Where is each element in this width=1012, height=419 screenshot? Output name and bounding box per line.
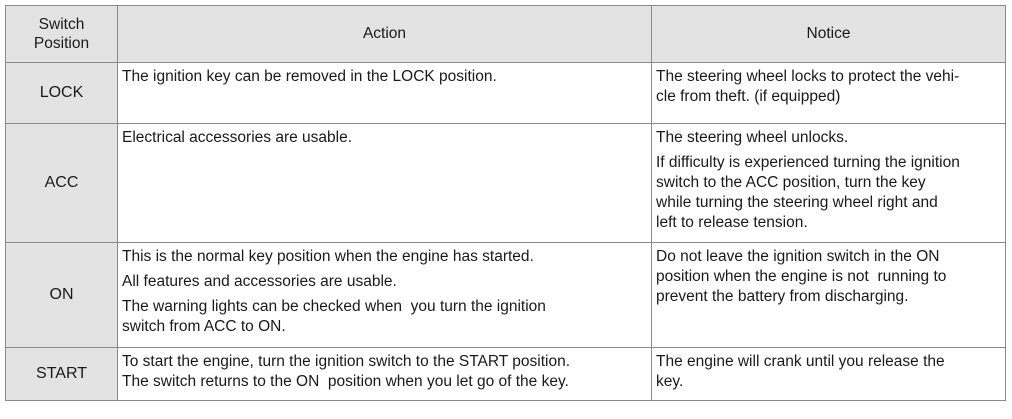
action-text: The warning lights can be checked when you turn the ignition switch from ACC to ON. xyxy=(122,298,546,335)
action-cell xyxy=(118,243,652,348)
action-cell xyxy=(118,124,652,243)
header-row xyxy=(6,6,1006,63)
notice-cell xyxy=(652,348,1006,401)
ignition-switch-table xyxy=(5,5,1006,401)
action-text: Electrical accessories are usable. xyxy=(122,129,353,146)
header-notice: Notice xyxy=(652,6,1006,63)
table-row-on xyxy=(6,243,1006,348)
header-action: Action xyxy=(118,6,652,63)
notice-cell xyxy=(652,124,1006,243)
notice-text: Do not leave the ignition switch in the ON position when the engine is not running to prevent the battery from discharging. xyxy=(656,248,947,305)
notice-text: The steering wheel locks to protect the vehi- cle from theft. (if equipped) xyxy=(656,68,960,105)
notice-text: The engine will crank until you release the key. xyxy=(656,353,945,390)
position-cell: START xyxy=(6,348,118,401)
action-cell xyxy=(118,63,652,124)
table-row-lock xyxy=(6,63,1006,124)
action-cell xyxy=(118,348,652,401)
notice-text: The steering wheel unlocks. xyxy=(656,129,849,146)
notice-cell xyxy=(652,63,1006,124)
action-text: All features and accessories are usable. xyxy=(122,273,397,290)
header-switch-label: Switch Position xyxy=(33,16,90,52)
position-cell: ACC xyxy=(6,124,118,243)
notice-text: If difficulty is experienced turning the ignition switch to the ACC position, turn the key while turning the steering wheel right and left to release tension. xyxy=(656,154,960,231)
table-row-acc xyxy=(6,124,1006,243)
notice-cell xyxy=(652,243,1006,348)
header-switch-position xyxy=(6,6,118,63)
table-row-start xyxy=(6,348,1006,401)
action-text: This is the normal key position when the engine has started. xyxy=(122,248,534,265)
position-cell: LOCK xyxy=(6,63,118,124)
position-cell: ON xyxy=(6,243,118,348)
action-text: The ignition key can be removed in the LOCK position. xyxy=(122,68,497,85)
action-text: To start the engine, turn the ignition switch to the START position. The switch returns to the ON position when you let go of the key. xyxy=(122,353,571,390)
